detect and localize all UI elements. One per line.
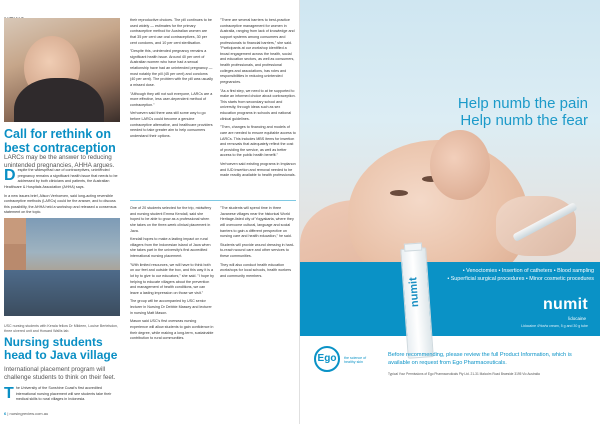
right-page-advert [300,0,600,424]
article2-paragraph: Mason said USC's first overseas nursing experience will allow students to gain confidence in their degree, while making a long-term, sustainable contribution to rural communities. [130,319,214,341]
article2-photo [4,218,120,316]
article1-paragraph: Verhoeven said existing programs in Implanon and IUD insertion and removal needed to be made readily available to health professionals. [220,162,296,178]
ad-tagline-2: Help numb the fear [460,112,588,129]
article1-paragraph: "Then, changes to financing and models of care are needed to ensure equitable access to LARCs. This includes MBS items for insertion and removals that adequately reflect the cost of providing the service, as well as better access to the public health benefit." [220,125,296,158]
brand-subtitle: lidocaine [568,316,586,321]
tube-label: numit [407,276,422,308]
ad-tagline-1: Help numb the pain [457,95,588,112]
article-divider [130,200,296,201]
article2-paragraph: Students will provide wound dressing in hard-to-reach wound care and other services to these communities. [220,242,295,258]
article2-headline: Nursing students head to Java village [4,335,118,362]
article2-column-1 [4,386,121,406]
article1-standfirst: LARCs may be the answer to reducing unintended pregnancies, AHHA argues. [4,154,115,169]
brand-name: numit [542,296,588,313]
article1-column-3 [220,18,296,182]
article2-standfirst: International placement program will challenge students to think on their feet. [4,366,116,381]
baby-eye [390,190,408,196]
ad-bullet: • Venoctomies • Insertion of catheters • Blood sampling [462,268,594,274]
ego-logo-subtitle: the science of healthy skin [344,356,367,365]
tube-cap [404,243,423,252]
article2-paragraph: One of 20 students selected for the trip, midwifery and nursing student Emma Kendall, said she hoped to be able to grow as a professional when she takes on the three-week clinical placement in Java. [130,206,212,233]
footer-site[interactable]: nursingreview.com.au [9,411,49,416]
article2-paragraph: They will also conduct health education workshops for local schools, health workers and community members. [220,262,292,278]
article2-paragraph: Kendall hopes to make a lasting impact on rural villagers from the Indonesian island of Java when she takes part in the university's first accredited international nursing placement. [130,237,211,258]
baby-ear [430,130,490,200]
article1-paragraph: "Although they will not suit everyone, LARCs are a more effective, less user-dependent method of contraception." [130,91,213,107]
article1-lead: espite the widespread use of contraceptives, unintended pregnancy remains a significant health issue that needs to be addressed by both clinicians and patients, the Australian Healthcare & Hospitals Association (AHHA) says. [4,168,118,189]
ego-logo [314,346,340,372]
article1-paragraph: In a new issues brief, Alison Verhoeven, said long-acting reversible contraceptive methods (LARCs) could be the answer, and to discuss this possibility, the AHHA held a workshop and released a consensus statement on the topic. [4,193,117,215]
article2-lead: he University of the Sunshine Coast's first accredited international nursing placement will see students take their medical skills to rural villages in Indonesia. [15,386,112,402]
article2-paragraph: "The students will spend time in three Javanese villages near the historical World Heritage-listed city of Yogyakarta, where they will overcome cultural, language and social barriers to gain a different perspective on nursing care and health education," he said. [220,206,294,239]
article2-paragraph: The group will be accompanied by USC senior lecturer in Nursing Dr Debbie Massey and lecturer in nursing Matt Mason. [130,299,212,315]
ad-fine-print: Typical Your Permissions of Ego Pharmaceuticals Pty Ltd. 21-31 Malcolm Road Braeside 3195 Vic Australia [388,372,540,376]
page-number: 6 [4,411,7,416]
article1-paragraph: Verhoeven said there was still some way to go before LARCs could become a genuine contraceptive alternative, and healthcare providers needed to take greater aim to help consumers understand their options. [130,111,213,138]
article1-headline: Call for rethink on best contraception [4,127,116,155]
article1-column-2 [130,18,214,143]
article2-paragraph: "With limited resources, we will have to think both on our feet and outside the box, and this way it is a lot by to give to our educators," she said. "I hope by helping to educate villagers about the prevention and management of health conditions, we can leave a lasting impression on those we visit." [130,262,214,295]
article1-paragraph: "As a first step, we need to at be supported to make an informed choice about contraception. This starts from secondary school and university, through ideas such as sex education programs in schools and national clinical guidelines. [220,88,296,121]
ad-bullet: • Superficial surgical procedures • Minor cosmetic procedures [447,275,594,282]
ad-call-to-action: Before recommending, please review the full Product Information, which is available on request from Ego Pharmaceuticals. [388,352,572,366]
article2-column-2 [130,206,214,345]
article2-dropcap: T [4,385,14,402]
article1-paragraph: their reproductive choices. The pill continues to be used widely — estimates for the primary contraceptive method for Australian women are that 35 per cent use oral contraceptives, 30 per cent condoms, and 10 per cent sterilisation. [130,18,212,45]
article1-paragraph: "There are several barriers to best-practice contraceptive management for women in Australia, ranging from lack of knowledge and support systems among consumers and professionals to financial barriers," she said. "Participants at our workshop identified a broad engagement across the health, social and education sectors, as well as consumers, health professionals, and professional colleges and associations, has roles and responsibilities in reducing unintended pregnancies. [220,18,295,84]
article2-column-3 [220,206,296,283]
article1-paragraph: "Despite this, unintended pregnancy remains a significant health issue. Around 40 per cent of Australian women who have had a sexual relationship have had an unintended pregnancy — most notably the pill (45 per cent) and condoms (40 per cent). The problem with the pill was usually a missed dose. [130,49,213,87]
brand-description: Lidocaine 4%w/w cream, 5 g and 30 g tube [521,324,588,328]
article2-photo-caption: USC nursing students with Kerala fellow Dr Mildeen, Louise Bertelsdon, three ulvered unit and Howard Wallis lab. [4,324,119,333]
article1-dropcap: D [4,167,16,184]
page-footer: 6 | nursingreview.com.au [4,411,49,416]
article1-photo [4,18,120,122]
ego-logo-text: Ego [317,353,337,364]
ad-photo [300,0,600,300]
